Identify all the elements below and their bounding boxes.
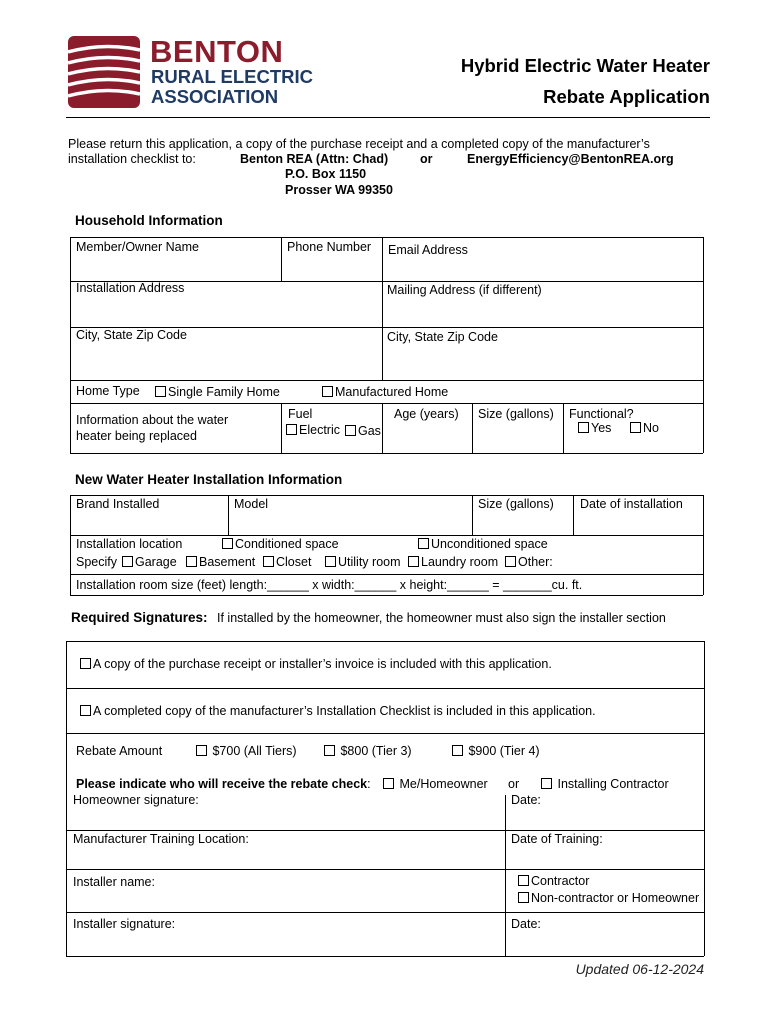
garage-label: Garage [135,555,177,569]
member-owner-name-field[interactable]: Member/Owner Name [76,240,199,254]
installation-heading: New Water Heater Installation Information [75,472,343,487]
checkbox-icon[interactable] [541,778,552,789]
mailing-address-line2: P.O. Box 1150 [285,167,367,181]
checkbox-icon[interactable] [418,538,429,549]
fuel-label: Fuel [288,407,313,421]
inst-vline-size [472,495,473,535]
logo-waves-icon [68,36,140,108]
checklist-included-label: A completed copy of the manufacturer’s Installation Checklist is included in this application. [93,704,596,718]
checkbox-icon[interactable] [80,658,91,669]
other-label: Other: [518,555,553,569]
manufactured-home-option[interactable] [322,385,448,400]
inst-line-top [70,495,703,496]
rebate-amount-label: Rebate Amount [76,744,163,758]
phone-number-field[interactable]: Phone Number [287,240,372,254]
recipient-question [76,777,371,792]
basement-option[interactable] [186,555,255,570]
updated-date: Updated 06-12-2024 [575,961,704,977]
intro-line1: Please return this application, a copy of the purchase receipt and a completed copy of the manufacturer’s [68,137,650,151]
mailing-address-line3: Prosser WA 99350 [285,183,393,197]
hh-vline-right [703,237,704,453]
utility-room-option[interactable] [325,555,401,570]
checkbox-icon[interactable] [383,778,394,789]
functional-yes-label: Yes [591,421,612,435]
receipt-included-option[interactable] [80,657,552,672]
fuel-electric-option[interactable] [286,423,340,438]
sig-line-5 [66,912,704,913]
homeowner-signature-field[interactable]: Homeowner signature: [73,793,199,807]
recipient-or: or [508,777,520,791]
basement-label: Basement [199,555,256,569]
city-state-zip-field-2[interactable]: City, State Zip Code [387,330,498,344]
checkbox-icon[interactable] [518,892,529,903]
checkbox-icon[interactable] [452,745,463,756]
training-date-field[interactable]: Date of Training: [511,832,603,846]
hh-vline-fuel [281,403,282,453]
contractor-option[interactable] [518,874,589,889]
signatures-note: If installed by the homeowner, the homeowner must also sign the installer section [217,611,666,625]
installer-name-field[interactable]: Installer name: [73,875,155,889]
utility-room-label: Utility room [338,555,401,569]
checkbox-icon[interactable] [345,425,356,436]
hh-line-top [70,237,703,238]
hh-line-4 [70,403,703,404]
installation-location-label: Installation location [76,537,183,551]
checkbox-icon[interactable] [630,422,641,433]
installing-contractor-option[interactable] [541,777,669,792]
tier-4-label: $900 (Tier 4) [468,744,540,758]
installer-date-field[interactable]: Date: [511,917,541,931]
single-family-home-option[interactable] [155,385,280,400]
tier-3-label: $800 (Tier 3) [340,744,412,758]
mailing-address-line1: Benton REA (Attn: Chad) [240,152,389,166]
tier-all-option[interactable] [196,744,297,759]
inst-line-2 [70,574,703,575]
logo-association: ASSOCIATION [151,86,279,107]
checklist-included-option[interactable] [80,704,596,719]
sig-line-bottom [66,956,704,957]
checkbox-icon[interactable] [155,386,166,397]
age-years-field[interactable]: Age (years) [394,407,459,421]
inst-line-1 [70,535,703,536]
non-contractor-label: Non-contractor or Homeowner [531,891,700,905]
checkbox-icon[interactable] [325,556,336,567]
fuel-gas-label: Gas [358,424,381,438]
checkbox-icon[interactable] [408,556,419,567]
checkbox-icon[interactable] [196,745,207,756]
hh-line-3 [70,380,703,381]
training-location-field[interactable]: Manufacturer Training Location: [73,832,249,846]
tier-4-option[interactable] [452,744,540,759]
sig-line-3 [66,830,704,831]
checkbox-icon[interactable] [505,556,516,567]
non-contractor-option[interactable] [518,891,699,906]
hh-vline-phone [281,237,282,281]
installer-signature-field[interactable]: Installer signature: [73,917,176,931]
replaced-info-line1: Information about the water [76,413,229,427]
tier-all-label: $700 (All Tiers) [212,744,297,758]
sig-line-top [66,641,704,642]
checkbox-icon[interactable] [324,745,335,756]
date-of-installation-field[interactable]: Date of installation [580,497,683,511]
unconditioned-space-label: Unconditioned space [431,537,548,551]
fuel-gas-option[interactable] [345,424,381,439]
unconditioned-space-option[interactable] [418,537,548,552]
sig-line-4 [66,869,704,870]
new-size-gallons-field[interactable]: Size (gallons) [478,497,554,511]
sig-vline-date [505,795,506,956]
hh-line-bottom [70,453,703,454]
checkbox-icon[interactable] [263,556,274,567]
sig-line-1 [66,688,704,689]
page-title-line2: Rebate Application [543,86,710,107]
mailing-address-field[interactable]: Mailing Address (if different) [387,283,542,297]
inst-line-bottom [70,595,703,596]
functional-yes-option[interactable] [578,421,611,436]
replaced-info-line2: heater being replaced [76,429,197,443]
logo-benton: BENTON [150,34,284,69]
signatures-heading: Required Signatures: [71,610,208,625]
tier-3-option[interactable] [324,744,412,759]
checkbox-icon[interactable] [518,875,529,886]
conditioned-space-option[interactable] [222,537,339,552]
functional-label: Functional? [569,407,634,421]
brand-installed-field[interactable]: Brand Installed [76,497,160,511]
garage-option[interactable] [122,555,177,570]
checkbox-icon[interactable] [186,556,197,567]
recipient-question-text: Please indicate who will receive the rebate check [76,777,368,791]
sig-vline-right [704,641,705,956]
page-title-line1: Hybrid Electric Water Heater [460,55,710,76]
functional-no-option[interactable] [630,421,659,436]
city-state-zip-field-1[interactable]: City, State Zip Code [76,328,187,342]
closet-label: Closet [276,555,312,569]
inst-vline-date [573,495,574,535]
checkbox-icon[interactable] [286,424,297,435]
other-option[interactable] [505,555,553,570]
home-type-label: Home Type [76,384,140,398]
sig-vline-left [66,641,67,956]
hh-vline-left [70,237,71,453]
conditioned-space-label: Conditioned space [235,537,339,551]
installation-address-field[interactable]: Installation Address [76,281,185,295]
functional-no-label: No [643,421,659,435]
inst-vline-left [70,495,71,595]
checkbox-icon[interactable] [80,705,91,716]
inst-vline-model [228,495,229,535]
household-heading: Household Information [75,213,223,228]
recipient-colon: : [367,777,371,791]
email-address-field[interactable]: Email Address [388,243,468,257]
hh-vline-age [382,403,383,453]
contractor-label: Contractor [531,874,590,888]
receipt-included-label: A copy of the purchase receipt or installer’s invoice is included with this application. [93,657,552,671]
laundry-room-label: Laundry room [421,555,499,569]
logo [68,36,343,108]
intro-or: or [420,152,433,166]
sig-line-2 [66,733,704,734]
model-field[interactable]: Model [234,497,269,511]
header-divider [66,117,710,118]
hh-vline-email [382,237,383,380]
hh-vline-functional [563,403,564,453]
intro-line2: installation checklist to: [68,152,196,166]
replaced-size-gallons-field[interactable]: Size (gallons) [478,407,554,421]
fuel-electric-label: Electric [299,423,340,437]
checkbox-icon[interactable] [578,422,589,433]
checkbox-icon[interactable] [222,538,233,549]
checkbox-icon[interactable] [322,386,333,397]
laundry-room-option[interactable] [408,555,498,570]
contact-email: EnergyEfficiency@BentonREA.org [467,152,674,166]
specify-label: Specify [76,555,117,569]
single-family-home-label: Single Family Home [168,385,280,399]
room-size-line[interactable]: Installation room size (feet) length:______ x width:______ x height:______ = _______cu. ft. [76,578,583,592]
logo-rural-electric: RURAL ELECTRIC [151,66,314,87]
homeowner-date-field[interactable]: Date: [511,793,541,807]
inst-vline-right [703,495,704,595]
installing-contractor-label: Installing Contractor [557,777,669,791]
checkbox-icon[interactable] [122,556,133,567]
me-homeowner-label: Me/Homeowner [399,777,488,791]
manufactured-home-label: Manufactured Home [335,385,449,399]
hh-vline-size [472,403,473,453]
closet-option[interactable] [263,555,311,570]
me-homeowner-option[interactable] [383,777,488,792]
